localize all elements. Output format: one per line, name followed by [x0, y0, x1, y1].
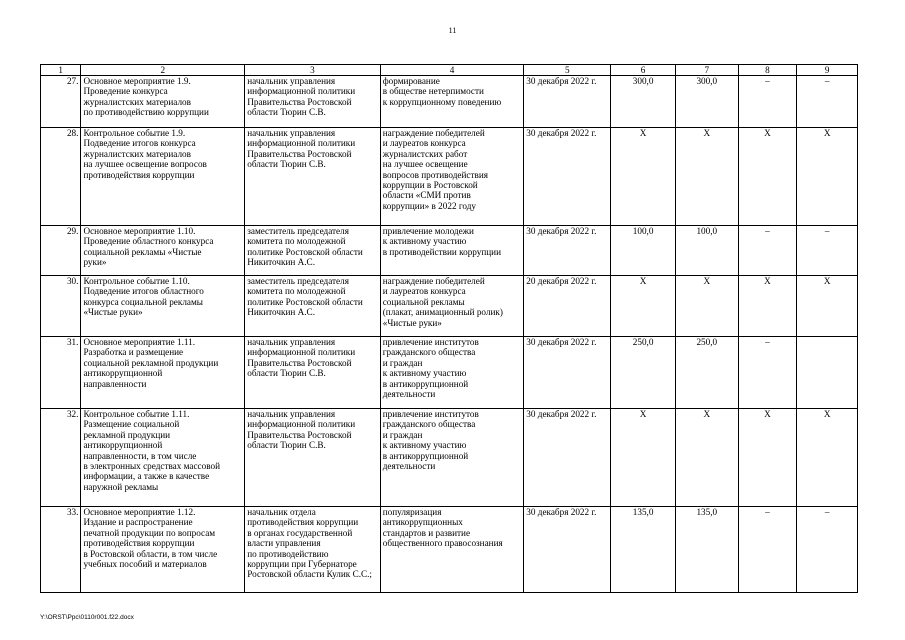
row-number: 33.	[41, 507, 81, 593]
row-number: 28.	[41, 128, 81, 226]
row-number: 31.	[41, 337, 81, 409]
col-header: 7	[675, 65, 738, 76]
value-cell: X	[738, 276, 797, 337]
col-header: 5	[524, 65, 611, 76]
date-cell: 30 декабря 2022 г.	[524, 337, 611, 409]
document-path: Y:\ORST\Ppc\0110r001.f22.docx	[40, 614, 134, 621]
value-cell: X	[611, 128, 676, 226]
responsible-cell: заместитель председателя комитета по молодежной политике Ростовской области Никиточкин А.С.	[245, 276, 380, 337]
activity-cell: Контрольное событие 1.10. Подведение итогов областного конкурса социальной рекламы «Чистые руки»	[81, 276, 245, 337]
date-cell: 30 декабря 2022 г.	[524, 76, 611, 128]
table-row	[41, 337, 858, 409]
value-cell: 135,0	[675, 507, 738, 593]
value-cell: 250,0	[611, 337, 676, 409]
value-cell: X	[675, 276, 738, 337]
table-row	[41, 409, 858, 507]
date-cell: 30 декабря 2022 г.	[524, 507, 611, 593]
value-cell: –	[738, 76, 797, 128]
date-cell: 30 декабря 2022 г.	[524, 128, 611, 226]
responsible-cell: начальник управления информационной политики Правительства Ростовской области Тюрин С.В.	[245, 76, 380, 128]
value-cell: 100,0	[611, 226, 676, 276]
value-cell: X	[797, 409, 858, 507]
value-cell: –	[797, 76, 858, 128]
responsible-cell: начальник управления информационной политики Правительства Ростовской области Тюрин С.В.	[245, 337, 380, 409]
col-header: 1	[41, 65, 81, 76]
row-number: 30.	[41, 276, 81, 337]
value-cell: X	[611, 409, 676, 507]
result-cell: привлечение институтов гражданского общества и граждан к активному участию в антикоррупционной деятельности	[380, 409, 524, 507]
responsible-cell: начальник отдела противодействия коррупции в органах государственной власти управления по противодействию коррупции при Губернаторе Ростовской области Кулик С.С.;	[245, 507, 380, 593]
table-row	[41, 226, 858, 276]
header-row	[41, 65, 858, 76]
value-cell: –	[738, 337, 797, 409]
activity-cell: Основное мероприятие 1.10. Проведение областного конкурса социальной рекламы «Чистые руки»	[81, 226, 245, 276]
value-cell: X	[738, 409, 797, 507]
value-cell: 100,0	[675, 226, 738, 276]
value-cell: 300,0	[611, 76, 676, 128]
row-number: 27.	[41, 76, 81, 128]
col-header: 3	[245, 65, 380, 76]
value-cell: X	[738, 128, 797, 226]
col-header: 2	[81, 65, 245, 76]
value-cell: X	[675, 128, 738, 226]
activity-cell: Основное мероприятие 1.11. Разработка и размещение социальной рекламной продукции антикоррупционной направленности	[81, 337, 245, 409]
activities-table	[40, 64, 858, 593]
value-cell: 135,0	[611, 507, 676, 593]
value-cell: –	[797, 226, 858, 276]
value-cell: X	[797, 276, 858, 337]
value-cell: –	[797, 507, 858, 593]
row-number: 29.	[41, 226, 81, 276]
date-cell: 20 декабря 2022 г.	[524, 276, 611, 337]
value-cell: –	[738, 226, 797, 276]
value-cell: X	[797, 128, 858, 226]
result-cell: привлечение институтов гражданского общества и граждан к активному участию в антикоррупционной деятельности	[380, 337, 524, 409]
table-row	[41, 76, 858, 128]
responsible-cell: заместитель председателя комитета по молодежной политике Ростовской области Никиточкин А.С.	[245, 226, 380, 276]
table-row	[41, 128, 858, 226]
row-number: 32.	[41, 409, 81, 507]
result-cell: привлечение молодежи к активному участию в противодействии коррупции	[380, 226, 524, 276]
col-header: 6	[611, 65, 676, 76]
col-header: 8	[738, 65, 797, 76]
col-header: 9	[797, 65, 858, 76]
activity-cell: Основное мероприятие 1.9. Проведение конкурса журналистских материалов по противодействию коррупции	[81, 76, 245, 128]
result-cell: формирование в обществе нетерпимости к коррупционному поведению	[380, 76, 524, 128]
date-cell: 30 декабря 2022 г.	[524, 226, 611, 276]
table-row	[41, 507, 858, 593]
col-header: 4	[380, 65, 524, 76]
value-cell: 300,0	[675, 76, 738, 128]
activity-cell: Контрольное событие 1.9. Подведение итогов конкурса журналистских материалов на лучшее освещение вопросов противодействия коррупции	[81, 128, 245, 226]
value-cell	[797, 337, 858, 409]
value-cell: X	[675, 409, 738, 507]
activity-cell: Контрольное событие 1.11. Размещение социальной рекламной продукции антикоррупционной направленности, в том числе в электронных средствах массовой информации, а также в качестве наружной рекламы	[81, 409, 245, 507]
result-cell: популяризация антикоррупционных стандартов и развитие общественного правосознания	[380, 507, 524, 593]
activity-cell: Основное мероприятие 1.12. Издание и распространение печатной продукции по вопросам противодействия коррупции в Ростовской области, в том числе учебных пособий и материалов	[81, 507, 245, 593]
date-cell: 30 декабря 2022 г.	[524, 409, 611, 507]
responsible-cell: начальник управления информационной политики Правительства Ростовской области Тюрин С.В.	[245, 409, 380, 507]
result-cell: награждение победителей и лауреатов конкурса журналистских работ на лучшее освещение вопросов противодействия коррупции в Ростовской области «СМИ против коррупции» в 2022 году	[380, 128, 524, 226]
value-cell: 250,0	[675, 337, 738, 409]
table-row	[41, 276, 858, 337]
page-number: 11	[448, 26, 457, 35]
value-cell: –	[738, 507, 797, 593]
responsible-cell: начальник управления информационной политики Правительства Ростовской области Тюрин С.В.	[245, 128, 380, 226]
value-cell: X	[611, 276, 676, 337]
result-cell: награждение победителей и лауреатов конкурса социальной рекламы (плакат, анимационный ролик) «Чистые руки»	[380, 276, 524, 337]
